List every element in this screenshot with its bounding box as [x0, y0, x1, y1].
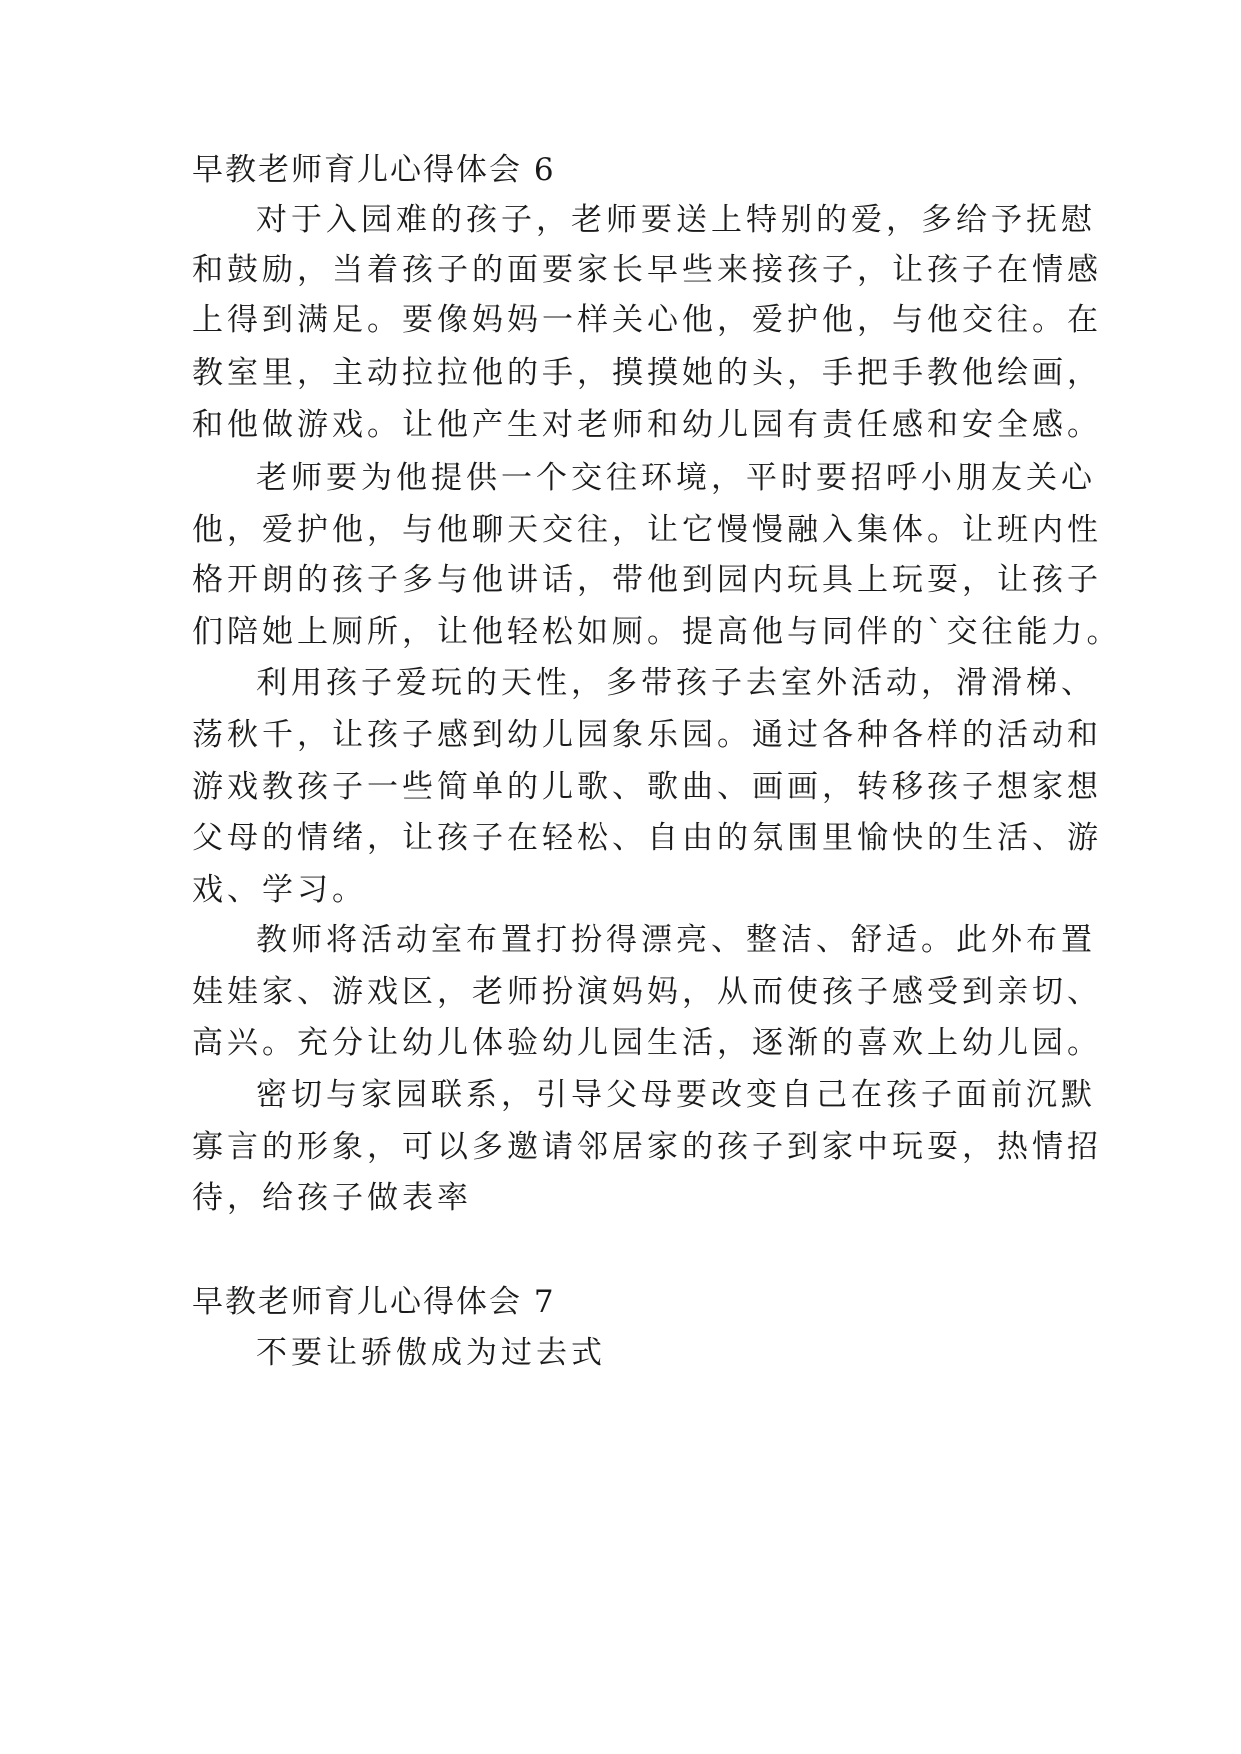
paragraph-line: 上得到满足。要像妈妈一样关心他，爱护他，与他交往。在: [192, 302, 1102, 338]
paragraph-line: 父母的情绪，让孩子在轻松、自由的氛围里愉快的生活、游: [192, 820, 1102, 856]
paragraph-line: 待，给孩子做表率: [192, 1180, 472, 1216]
section-title: 早教老师育儿心得体会 7: [192, 1284, 556, 1320]
paragraph-line: 戏、学习。: [192, 872, 367, 908]
paragraph-line: 教室里，主动拉拉他的手，摸摸她的头，手把手教他绘画，: [192, 355, 1102, 391]
paragraph-line: 和他做游戏。让他产生对老师和幼儿园有责任感和安全感。: [192, 407, 1102, 443]
paragraph-line: 和鼓励，当着孩子的面要家长早些来接孩子，让孩子在情感: [192, 252, 1102, 288]
paragraph-line: 寡言的形象，可以多邀请邻居家的孩子到家中玩耍，热情招: [192, 1129, 1102, 1165]
paragraph-line: 对于入园难的孩子，老师要送上特别的爱，多给予抚慰: [256, 202, 1096, 238]
paragraph-line: 们陪她上厕所，让他轻松如厕。提高他与同伴的`交往能力。: [192, 614, 1122, 650]
paragraph-line: 他，爱护他，与他聊天交往，让它慢慢融入集体。让班内性: [192, 512, 1102, 548]
paragraph-line: 游戏教孩子一些简单的儿歌、歌曲、画画，转移孩子想家想: [192, 769, 1102, 805]
paragraph-line: 密切与家园联系，引导父母要改变自己在孩子面前沉默: [256, 1077, 1096, 1113]
paragraph-line: 教师将活动室布置打扮得漂亮、整洁、舒适。此外布置: [256, 922, 1096, 958]
paragraph-line: 利用孩子爱玩的天性，多带孩子去室外活动，滑滑梯、: [256, 665, 1096, 701]
paragraph-line: 不要让骄傲成为过去式: [256, 1335, 606, 1371]
paragraph-line: 荡秋千，让孩子感到幼儿园象乐园。通过各种各样的活动和: [192, 717, 1102, 753]
paragraph-line: 高兴。充分让幼儿体验幼儿园生活，逐渐的喜欢上幼儿园。: [192, 1025, 1102, 1061]
section-title: 早教老师育儿心得体会 6: [192, 152, 556, 188]
paragraph-line: 老师要为他提供一个交往环境，平时要招呼小朋友关心: [256, 460, 1096, 496]
paragraph-line: 格开朗的孩子多与他讲话，带他到园内玩具上玩耍，让孩子: [192, 562, 1102, 598]
paragraph-line: 娃娃家、游戏区，老师扮演妈妈，从而使孩子感受到亲切、: [192, 974, 1102, 1010]
